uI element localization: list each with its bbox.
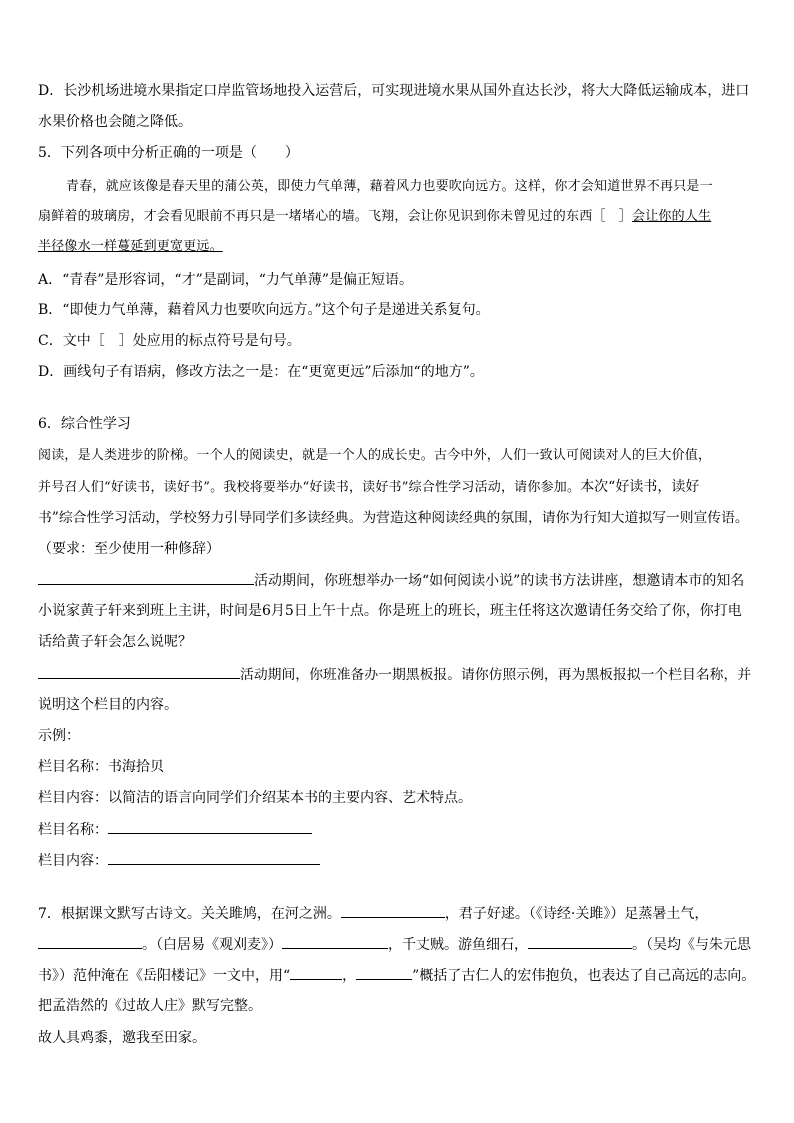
q7-text: ，千丈贼。游鱼细石， (388, 937, 528, 953)
fill-content-line (38, 850, 756, 871)
underlined-sentence: 半径像水一样蔓延到更宽更远。 (38, 239, 223, 254)
intro-text: 本次“好读书，读好 (580, 479, 700, 495)
fill-label: 栏目名称： (38, 822, 108, 838)
option-a: A．“青春”是形容词，“才”是副词，“力气单薄”是偏正短语。 (38, 272, 414, 288)
text-line: D．长沙机场进境水果指定口岸监管场地投入运营后，可实现进境水果从国外直达长沙，将大大降低运输成本，进口 (38, 83, 750, 99)
q7-text: 书》）范仲淹在《岳阳楼记》一文中，用“ (38, 968, 291, 984)
q7-line: 把孟浩然的《过故人庄》默写完整。 (38, 998, 262, 1014)
passage-line: 青春，就应该像是春天里的蒲公英，即使力气单薄，藉着风力也要吹向远方。这样，你才会知道世界不再只是一 (66, 179, 713, 194)
answer-blank[interactable] (528, 934, 632, 949)
text-line: 水果价格也会随之降低。 (38, 114, 192, 130)
task-text: 活动期间，你班准备办一期黑板报。请你仿照示例，再为黑板报拟一个栏目名称，并 (240, 667, 752, 683)
q7-text: 。（吴均《与朱元思 (632, 937, 751, 953)
answer-blank[interactable] (282, 934, 388, 949)
question-stem: 5．下列各项中分析正确的一项是（ ） (38, 145, 299, 161)
q7-line (38, 903, 756, 924)
example-label: 示例： (38, 728, 80, 744)
answer-blank[interactable] (38, 664, 240, 679)
intro-line (38, 477, 756, 498)
answer-blank[interactable] (108, 819, 312, 834)
answer-blank[interactable] (38, 934, 142, 949)
q7-text: ， (342, 968, 357, 984)
task-line (38, 570, 756, 591)
passage-text: 扇鲜着的玻璃房，才会看见眼前不再只是一堵堵心的墙。飞翔，会让你见识到你未曾见过的东西［ ］ (38, 209, 633, 224)
option-b: B．“即使力气单薄，藉着风力也要吹向远方。”这个句子是递进关系复句。 (38, 302, 490, 318)
fill-name-line (38, 819, 756, 840)
q7-text: ”概括了古仁人的宏伟抱负，也表达了自己高远的志向。 (412, 968, 756, 984)
q7-text: ，君子好逑。（《诗经·关雎》）足蒸暑土气， (444, 906, 709, 922)
option-d: D．画线句子有语病，修改方法之一是：在“更宽更远”后添加“的地方”。 (38, 364, 484, 380)
intro-line: 书”综合性学习活动，学校努力引导同学们多读经典。为营造这种阅读经典的氛围，请你为行知大道拟写一则宣传语。 (38, 510, 749, 526)
example-content: 栏目内容：以简洁的语言向同学们介绍某本书的主要内容、艺术特点。 (38, 790, 472, 806)
task-line: 小说家黄子轩来到班上主讲，时间是6月5日上午十点。你是班上的班长，班主任将这次邀请任务交给了你，你打电 (38, 603, 742, 619)
requirement: （要求：至少使用一种修辞） (38, 541, 220, 557)
task-text: 活动期间，你班想举办一场“如何阅读小说”的读书方法讲座，想邀请本市的知名 (254, 573, 745, 589)
intro-line: 阅读，是人类进步的阶梯。一个人的阅读史，就是一个人的成长史。古今中外，人们一致认可阅读对人的巨大价值， (38, 448, 712, 463)
answer-blank[interactable] (290, 965, 342, 980)
q7-line: 故人具鸡黍，邀我至田家。 (38, 1030, 206, 1046)
task-line: 说明这个栏目的内容。 (38, 697, 178, 713)
task-line: 话给黄子轩会怎么说呢？ (38, 634, 192, 650)
q7-line (38, 965, 756, 986)
example-name: 栏目名称：书海拾贝 (38, 759, 164, 775)
task-line (38, 664, 756, 685)
fill-label: 栏目内容： (38, 853, 108, 869)
q7-text: 7．根据课文默写古诗文。关关雎鸠，在河之洲。 (38, 906, 341, 922)
answer-blank[interactable] (108, 850, 320, 865)
underlined-sentence: 会让你的人生 (632, 209, 712, 224)
answer-blank[interactable] (356, 965, 412, 980)
question-title: 6．综合性学习 (38, 416, 131, 432)
q7-text: 。（白居易《观刈麦》） (142, 937, 282, 953)
answer-blank[interactable] (341, 903, 445, 918)
answer-blank[interactable] (38, 570, 254, 585)
passage-line (38, 207, 756, 227)
intro-text: 并号召人们“好读书，读好书”。我校将要举办“好读书，读好书”综合性学习活动，请你参加。 (38, 480, 581, 495)
option-c: C．文中［ ］处应用的标点符号是句号。 (38, 333, 301, 349)
q7-line (38, 934, 756, 955)
